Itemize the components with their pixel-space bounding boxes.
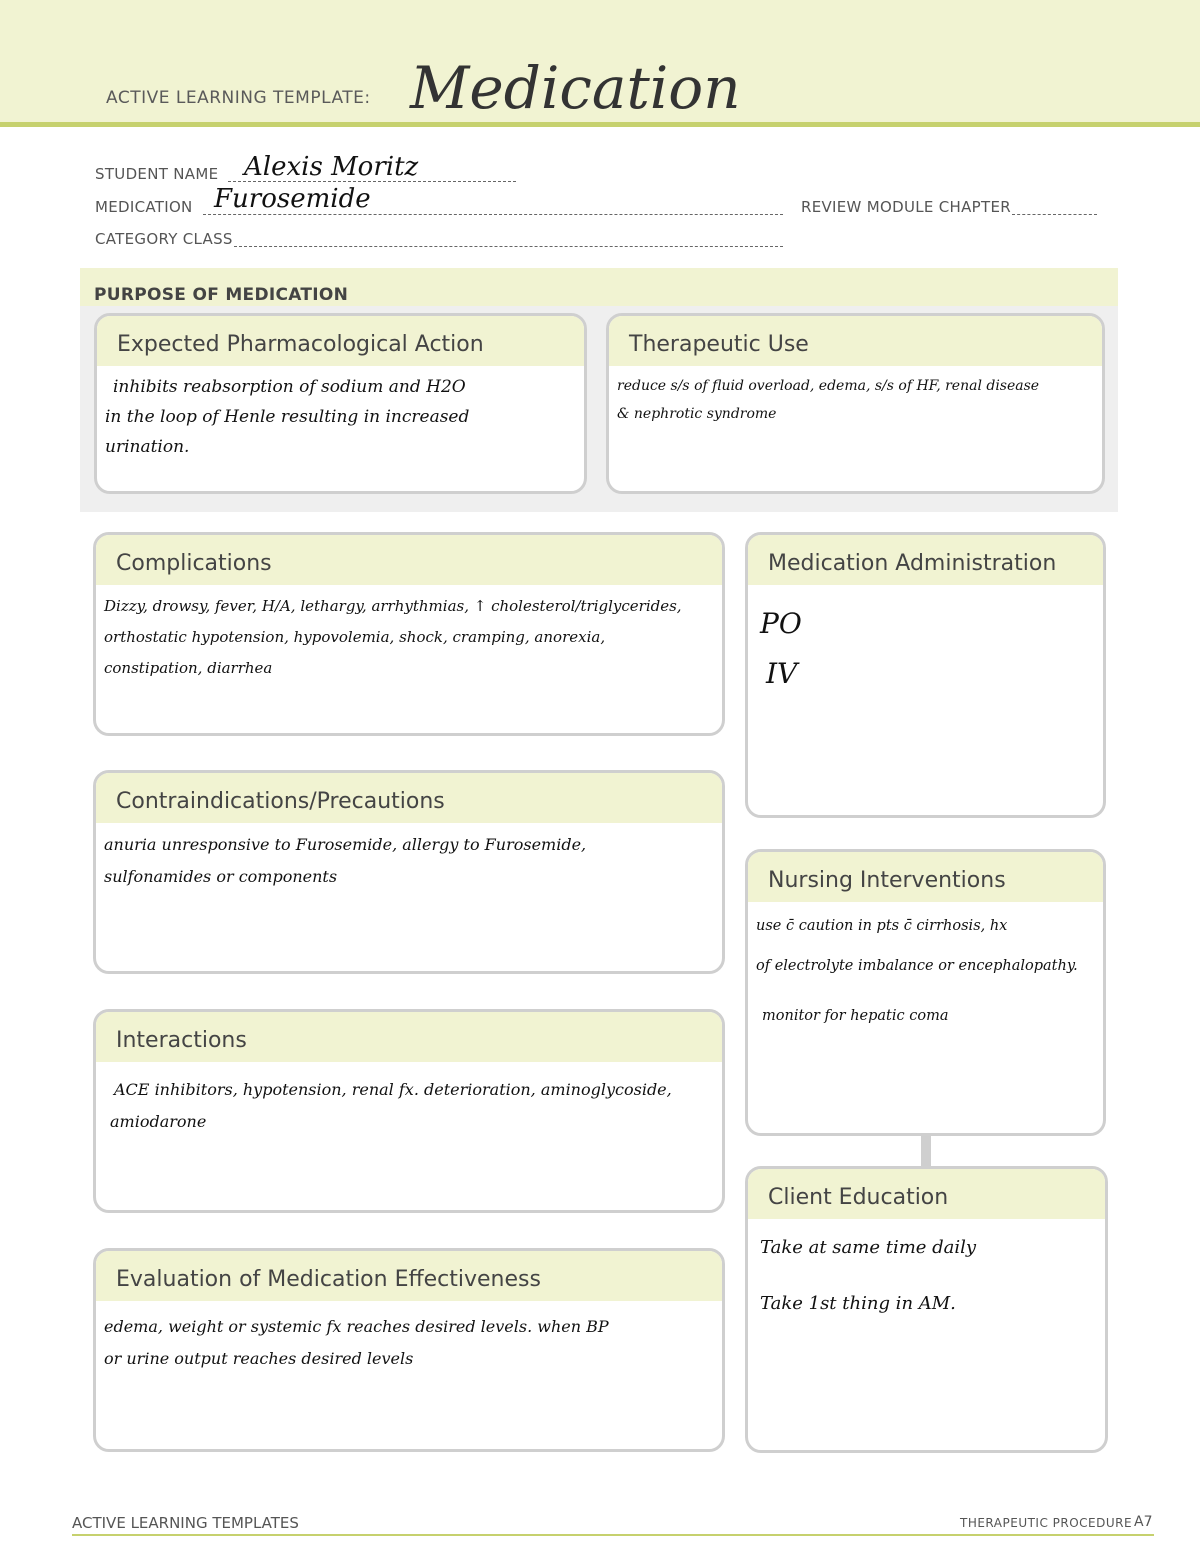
medication-line [203,214,783,215]
body-line: sulfonamides or components [104,867,338,886]
body-line: monitor for hepatic coma [762,1008,949,1024]
body-line: PO [760,607,802,640]
interactions-title: Interactions [96,1012,722,1062]
therapeutic-use-body[interactable] [609,366,1102,434]
body-line: use c̄ caution in pts c̄ cirrhosis, hx [756,918,1008,934]
student-name-value[interactable]: Alexis Moritz [244,152,419,182]
student-name-label: STUDENT NAME [95,165,219,183]
expected-action-body[interactable] [97,366,584,468]
footer-right: THERAPEUTIC PROCEDURE [960,1516,1133,1530]
body-line: constipation, diarrhea [104,659,273,677]
body-line [756,986,1095,996]
template-label: ACTIVE LEARNING TEMPLATE: [106,88,371,108]
body-line: Take 1st thing in AM. [760,1293,956,1314]
contraindications-box [93,770,725,974]
footer-rule [72,1534,1154,1536]
body-line: or urine output reaches desired levels [104,1349,414,1368]
therapeutic-use-title: Therapeutic Use [609,316,1102,366]
evaluation-box [93,1248,725,1452]
interactions-box [93,1009,725,1213]
client-education-body[interactable] [748,1219,1105,1325]
medication-label: MEDICATION [95,198,193,216]
evaluation-body[interactable] [96,1301,722,1381]
body-line: reduce s/s of fluid overload, edema, s/s of HF, renal disease [617,378,1040,394]
body-line: IV [766,657,798,690]
expected-action-box [94,313,587,494]
therapeutic-use-box [606,313,1105,494]
body-line: inhibits reabsorption of sodium and H2O [113,377,466,397]
body-line: Dizzy, drowsy, fever, H/A, lethargy, arrhythmias, ↑ cholesterol/triglycerides, [104,597,682,615]
page-title: Medication [410,54,741,122]
medication-value[interactable]: Furosemide [214,184,371,214]
administration-body[interactable] [748,585,1103,705]
review-module-line[interactable] [1012,214,1097,215]
body-line: anuria unresponsive to Furosemide, allergy to Furosemide, [104,835,587,854]
body-line: orthostatic hypotension, hypovolemia, shock, cramping, anorexia, [104,628,606,646]
client-education-box [745,1166,1108,1453]
nursing-interventions-body[interactable] [748,902,1103,1042]
administration-box [745,532,1106,818]
interactions-body[interactable] [96,1062,722,1144]
page-number: A7 [1134,1514,1153,1530]
box-connector [921,1134,931,1166]
administration-title: Medication Administration [748,535,1103,585]
body-line: amiodarone [110,1112,207,1131]
body-line: of electrolyte imbalance or encephalopathy. [756,958,1078,974]
category-class-line[interactable] [234,246,783,247]
nursing-interventions-title: Nursing Interventions [748,852,1103,902]
nursing-interventions-box [745,849,1106,1136]
evaluation-title: Evaluation of Medication Effectiveness [96,1251,722,1301]
contraindications-title: Contraindications/Precautions [96,773,722,823]
body-line: in the loop of Henle resulting in increased [105,407,470,427]
body-line: urination. [105,437,190,457]
client-education-title: Client Education [748,1169,1105,1219]
complications-box [93,532,725,736]
body-line [760,1263,1097,1289]
body-line: & nephrotic syndrome [617,406,777,422]
body-line: edema, weight or systemic fx reaches desired levels. when BP [104,1317,609,1336]
expected-action-title: Expected Pharmacological Action [97,316,584,366]
footer-left: ACTIVE LEARNING TEMPLATES [72,1514,299,1532]
body-line: Take at same time daily [760,1237,977,1258]
contraindications-body[interactable] [96,823,722,899]
purpose-label: PURPOSE OF MEDICATION [94,285,349,305]
review-module-label: REVIEW MODULE CHAPTER [801,198,1011,216]
category-class-label: CATEGORY CLASS [95,230,233,248]
complications-title: Complications [96,535,722,585]
complications-body[interactable] [96,585,722,690]
body-line: ACE inhibitors, hypotension, renal fx. deterioration, aminoglycoside, [114,1080,672,1099]
